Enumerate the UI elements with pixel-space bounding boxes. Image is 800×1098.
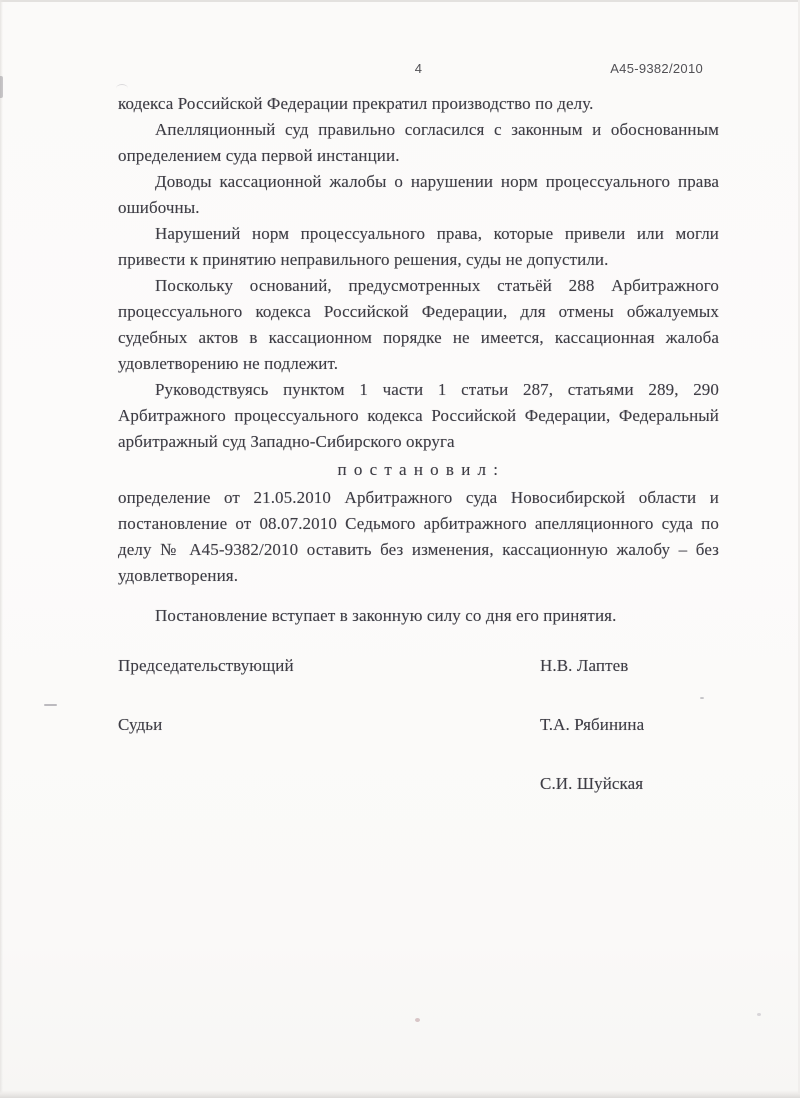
scan-artifact-margin-dash — [44, 704, 57, 706]
signature-row — [118, 771, 719, 797]
paragraph: Нарушений норм процессуального права, которые привели или могли привести к принятию неправильного решения, суды не допустили. — [118, 224, 719, 269]
scan-artifact-speck — [415, 1018, 420, 1022]
paragraph-resolution: определение от 21.05.2010 Арбитражного суда Новосибирской области и постановление от 08.07.2010 Седьмого арбитражного апелляционного суда по делу № А45-9382/2010 оставить без изменения, кассационную жалобу – без удовлетворения. — [118, 488, 719, 585]
paragraph: Поскольку оснований, предусмотренных статьёй 288 Арбитражного процессуального кодекса Российской Федерации, для отмены обжалуемых судебных актов в кассационном порядке не имеется, кассационная жалоба удовлетворению не подлежит. — [118, 276, 719, 373]
signature-role-judges: Судьи — [118, 715, 163, 734]
scan-edge-left — [0, 0, 3, 1098]
document-body — [118, 91, 719, 830]
signature-row — [118, 712, 719, 738]
paragraph: Апелляционный суд правильно согласился с законным и обоснованным определением суда первой инстанции. — [118, 120, 719, 165]
paragraph-continuation: кодекса Российской Федерации прекратил производство по делу. — [118, 94, 594, 113]
case-number: А45-9382/2010 — [610, 61, 703, 76]
scan-edge-bottom — [0, 1090, 800, 1098]
signature-row — [118, 653, 719, 679]
paragraph-entry-into-force: Постановление вступает в законную силу со дня его принятия. — [155, 606, 617, 625]
document-header — [118, 61, 719, 77]
signature-block — [118, 653, 719, 797]
scan-edge-top — [0, 0, 800, 2]
page-number: 4 — [414, 61, 423, 76]
signature-role-presiding-judge: Председательствующий — [118, 656, 294, 675]
signature-name-ryabinina: Т.А. Рябинина — [540, 715, 645, 734]
scan-artifact-speck — [757, 1013, 761, 1016]
signature-name-shuyskaya: С.И. Шуйская — [540, 774, 644, 793]
paragraph: Доводы кассационной жалобы о нарушении норм процессуального права ошибочны. — [118, 172, 719, 217]
paragraph: Руководствуясь пунктом 1 части 1 статьи 287, статьями 289, 290 Арбитражного процессуального кодекса Российской Федерации, Федеральный арбитражный суд Западно-Сибирского округа — [118, 380, 719, 451]
resolution-heading: п о с т а н о в и л : — [337, 460, 500, 479]
signature-role-empty — [118, 771, 540, 797]
signature-name-laptev: Н.В. Лаптев — [540, 656, 629, 675]
